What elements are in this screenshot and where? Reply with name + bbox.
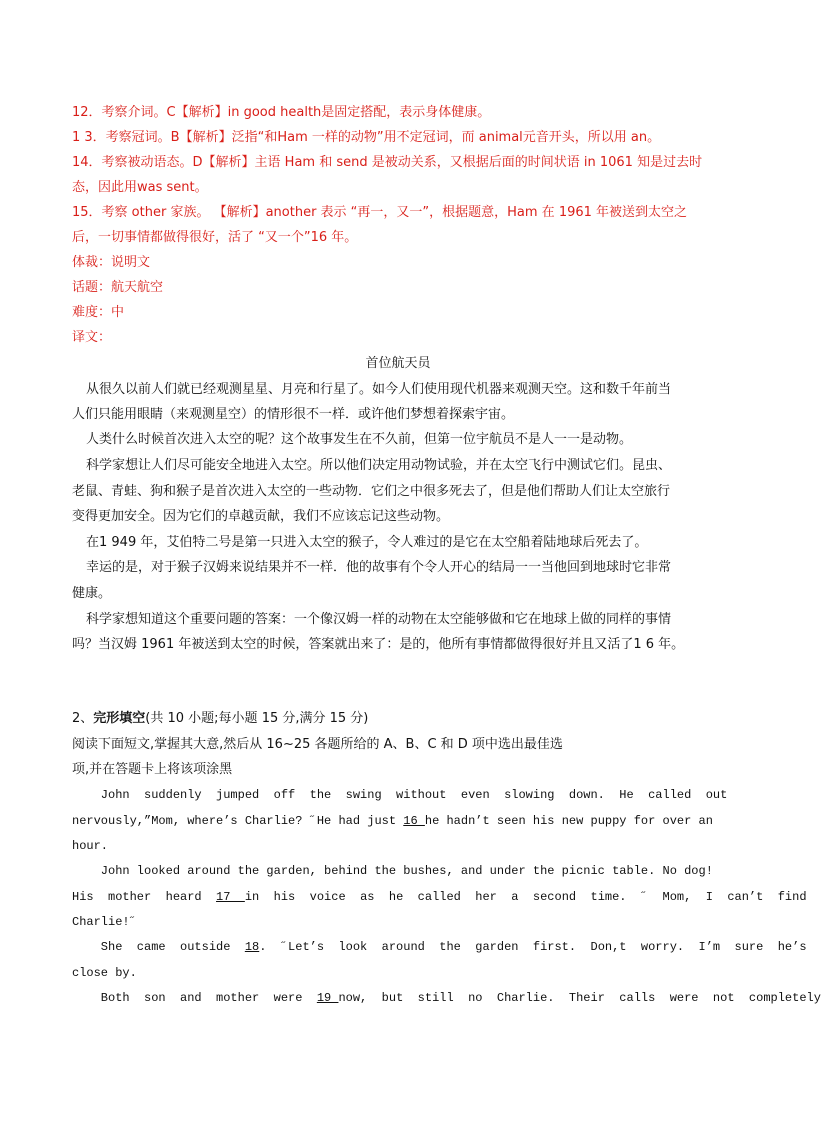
explanation-14-line2: 态，因此用was sent。 — [72, 180, 208, 195]
translation-p3-line3: 变得更加安全。因为它们的卓越贡献，我们不应该忘记这些动物。 — [72, 509, 450, 524]
passage-line: Charlie!˝ — [72, 915, 137, 929]
passage-line: hour. — [72, 839, 109, 853]
passage-line: John looked around the garden, behind the bushes, and under the picnic table. No dog! — [72, 864, 713, 878]
blank-19: 19 — [316, 991, 339, 1005]
topic-label: 话题：航天航空 — [72, 280, 164, 295]
passage-text: in his voice as he called her a second time. ˝ Mom, I can’t find — [244, 890, 807, 904]
translation-p5-line1: 幸运的是，对于猴子汉姆来说结果并不一样．他的故事有个令人开心的结局一一当他回到地球时它非常 — [86, 560, 672, 575]
section-number: 2、 — [72, 711, 94, 726]
translation-p3-line1: 科学家想让人们尽可能安全地进入太空。所以他们决定用动物试验，并在太空飞行中测试它们。昆虫、 — [86, 458, 672, 473]
section-heading — [72, 706, 724, 731]
explanation-15-line1: 15．考察 other 家族。 【解析】another 表示 “再一，又一”，根据题意，Ham 在 1961 年被送到太空之 — [72, 205, 688, 220]
passage-line — [72, 986, 821, 1011]
genre-label: 体裁：说明文 — [72, 255, 151, 270]
explanation-14-line1: 14．考察被动语态。D【解析】主语 Ham 和 send 是被动关系，又根据后面的时间状语 in 1061 知是过去时 — [72, 155, 703, 170]
translation-p1-line2: 人们只能用眼睛（来观测星空）的情形很不一样．或许他们梦想着探索宇宙。 — [72, 407, 515, 422]
passage-line — [72, 935, 807, 960]
passage-text: now, but still no Charlie. Their calls were not completely — [338, 991, 821, 1005]
passage-line: close by. — [72, 966, 137, 980]
passage-text: he hadn’t seen his new puppy for over an — [424, 814, 713, 828]
passage-text: nervously,”Mom, where’s Charlie? ˝He had just — [72, 814, 404, 828]
translation-title: 首位航天员 — [365, 356, 431, 371]
translation-label: 译文： — [72, 330, 112, 345]
translation-p4: 在1 949 年，艾伯特二号是第一只进入太空的猴子，令人难过的是它在太空船着陆地球后死去了。 — [86, 535, 648, 550]
instructions-line2: 项,并在答题卡上将该项涂黑 — [72, 762, 233, 777]
passage-text: She came outside — [72, 940, 245, 954]
section-scoring: (共 10 小题;每小题 15 分,满分 15 分) — [145, 711, 369, 726]
explanation-13: 1 3．考察冠词。B【解析】泛指“和Ham 一样的动物”用不定冠词，而 animal元音开头，所以用 an。 — [72, 130, 661, 145]
blank-17: 17 — [216, 890, 245, 904]
blank-16: 16 — [403, 814, 425, 828]
passage-text: His mother heard — [72, 890, 217, 904]
translation-p6-line2: 吗？当汉姆 1961 年被送到太空的时候，答案就出来了：是的，他所有事情都做得很好并且又活了1 6 年。 — [72, 637, 685, 652]
explanation-15-line2: 后，一切事情都做得很好，活了 “又一个”16 年。 — [72, 230, 358, 245]
section-title: 完形填空 — [93, 711, 146, 726]
translation-p5-line2: 健康。 — [72, 586, 112, 601]
difficulty-label: 难度：中 — [72, 305, 125, 320]
passage-line: John suddenly jumped off the swing without even slowing down. He called out — [72, 788, 728, 802]
passage-text: Both son and mother were — [72, 991, 317, 1005]
instructions-line1: 阅读下面短文,掌握其大意,然后从 16~25 各题所给的 A、B、C 和 D 项中选出最佳选 — [72, 737, 563, 752]
explanation-12: 12．考察介词。C【解析】in good health是固定搭配，表示身体健康。 — [72, 105, 491, 120]
passage-text: . ˝Let’s look around the garden first. Don,t worry. I’m sure he’s — [259, 940, 807, 954]
translation-p3-line2: 老鼠、青蛙、狗和猴子是首次进入太空的一些动物．它们之中很多死去了，但是他们帮助人们让太空旅行 — [72, 484, 671, 499]
blank-18: 18 — [244, 940, 260, 954]
passage-line — [72, 809, 724, 834]
translation-p2: 人类什么时候首次进入太空的呢？这个故事发生在不久前，但第一位宇航员不是人一一是动物。 — [86, 432, 633, 447]
translation-p1-line1: 从很久以前人们就已经观测星星、月亮和行星了。如今人们使用现代机器来观测天空。这和数千年前当 — [86, 382, 672, 397]
passage-line — [72, 885, 807, 910]
translation-p6-line1: 科学家想知道这个重要问题的答案：一个像汉姆一样的动物在太空能够做和它在地球上做的同样的事情 — [86, 612, 672, 627]
